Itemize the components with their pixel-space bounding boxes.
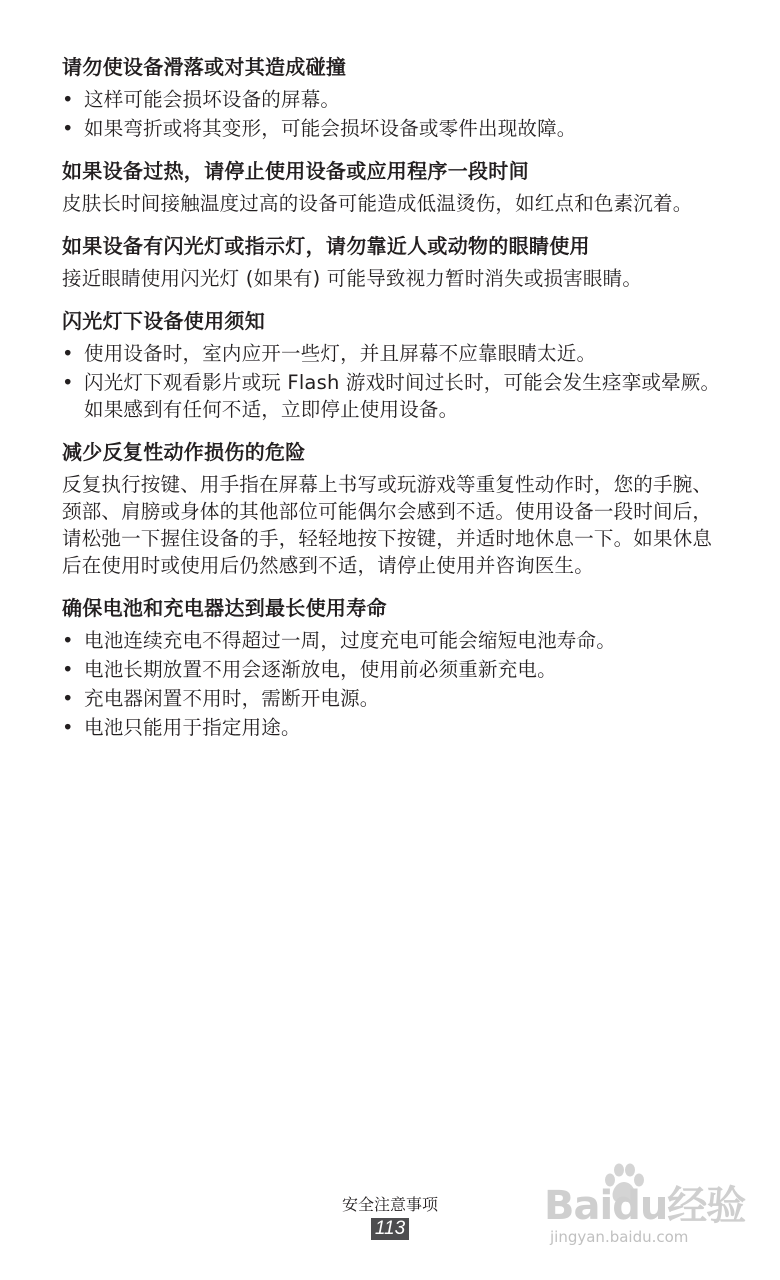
section-paragraph: 反复执行按键、用手指在屏幕上书写或玩游戏等重复性动作时，您的手腕、颈部、肩膀或身体的其他部位可能偶尔会感到不适。使用设备一段时间后，请松弛一下握住设备的手，轻轻地按下按键，并适时地休息一下。如果休息后在使用时或使用后仍然感到不适，请停止使用并咨询医生。 bbox=[62, 473, 713, 577]
list-item bbox=[62, 369, 722, 423]
section-flashing-light bbox=[62, 306, 722, 423]
section-drop-impact bbox=[62, 52, 722, 142]
list-item-text: 电池长期放置不用会逐渐放电，使用前必须重新充电。 bbox=[84, 658, 557, 681]
list-item-text: 充电器闲置不用时，需断开电源。 bbox=[84, 687, 380, 710]
list-item bbox=[62, 685, 722, 712]
section-heading: 如果设备过热，请停止使用设备或应用程序一段时间 bbox=[62, 159, 529, 183]
watermark-url: jingyan.baidu.com bbox=[550, 1228, 689, 1246]
list-item-text: 电池只能用于指定用途。 bbox=[84, 716, 301, 739]
list-item bbox=[62, 714, 722, 741]
bullet-icon: • bbox=[62, 117, 74, 140]
list-item-text: 电池连续充电不得超过一周，过度充电可能会缩短电池寿命。 bbox=[84, 629, 616, 652]
list-item bbox=[62, 115, 722, 142]
bullet-icon: • bbox=[62, 687, 74, 710]
list-item-text: 这样可能会损坏设备的屏幕。 bbox=[84, 88, 341, 111]
document-body bbox=[62, 52, 722, 755]
section-heading: 确保电池和充电器达到最长使用寿命 bbox=[62, 596, 387, 620]
bullet-icon: • bbox=[62, 629, 74, 652]
section-heading: 如果设备有闪光灯或指示灯，请勿靠近人或动物的眼睛使用 bbox=[62, 234, 590, 258]
watermark bbox=[544, 1162, 746, 1262]
bullet-list bbox=[62, 627, 722, 741]
section-overheat bbox=[62, 156, 722, 217]
watermark-brand: Baidu经验 bbox=[544, 1183, 746, 1229]
list-item-text: 如果弯折或将其变形，可能会损坏设备或零件出现故障。 bbox=[84, 117, 577, 140]
section-heading: 请勿使设备滑落或对其造成碰撞 bbox=[62, 55, 347, 79]
list-item bbox=[62, 656, 722, 683]
list-item bbox=[62, 627, 722, 654]
section-paragraph: 皮肤长时间接触温度过高的设备可能造成低温烫伤，如红点和色素沉着。 bbox=[62, 192, 693, 215]
bullet-icon: • bbox=[62, 88, 74, 111]
bullet-icon: • bbox=[62, 716, 74, 739]
section-battery-life bbox=[62, 593, 722, 741]
section-flash-eyes bbox=[62, 231, 722, 292]
list-item-text: 使用设备时，室内应开一些灯，并且屏幕不应靠眼睛太近。 bbox=[84, 342, 597, 365]
list-item-text: 闪光灯下观看影片或玩 Flash 游戏时间过长时，可能会发生痉挛或晕厥。如果感到有任何不适，立即停止使用设备。 bbox=[84, 371, 721, 421]
bullet-icon: • bbox=[62, 371, 74, 394]
bullet-list bbox=[62, 340, 722, 423]
bullet-icon: • bbox=[62, 658, 74, 681]
footer-title: 安全注意事项 bbox=[341, 1195, 438, 1214]
section-heading: 闪光灯下设备使用须知 bbox=[62, 309, 265, 333]
section-heading: 减少反复性动作损伤的危险 bbox=[62, 440, 306, 464]
bullet-list bbox=[62, 86, 722, 142]
page-number: 113 bbox=[371, 1218, 409, 1240]
list-item bbox=[62, 340, 722, 367]
bullet-icon: • bbox=[62, 342, 74, 365]
section-repetitive-motion bbox=[62, 437, 722, 579]
section-paragraph: 接近眼睛使用闪光灯 (如果有) 可能导致视力暂时消失或损害眼睛。 bbox=[62, 267, 643, 290]
list-item bbox=[62, 86, 722, 113]
